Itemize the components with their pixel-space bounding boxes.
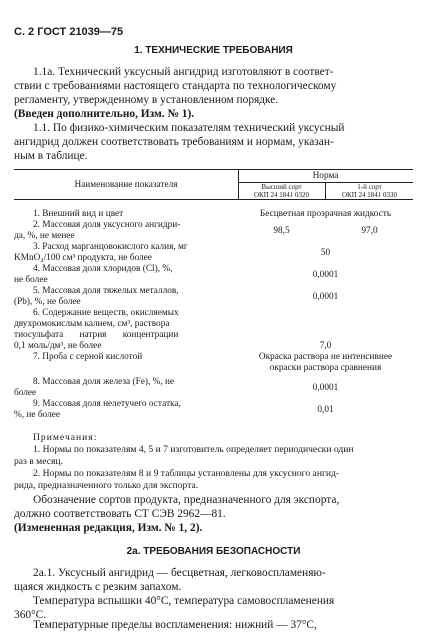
grade-code: ОКП 24 1841 0330 [341, 190, 398, 199]
paragraph-line: ным в таблице. [14, 150, 88, 162]
notes-title: Примечания: [33, 432, 98, 443]
column-header-norm: Норма [312, 171, 339, 181]
table-header-rule [14, 199, 413, 200]
table-row-value: 0,01 [317, 405, 334, 415]
paragraph-line: Температурные пределы воспламенения: нижний — 37°С, [33, 619, 317, 631]
page-header: С. 2 ГОСТ 21039—75 [14, 26, 124, 38]
paragraph-line: ствии с требованиями настоящего стандарта по технологическому [14, 80, 337, 92]
table-row-value-top: 98,5 [273, 226, 290, 236]
table-row-value: 0,0001 [312, 270, 339, 280]
table-row-name: KMnO₄/100 см³ продукта, не более [14, 253, 152, 263]
paragraph-line: щаяся жидкость с резким запахом. [14, 581, 182, 593]
column-header-name: Наименование показателя [74, 180, 178, 190]
note-line: рида, предназначенного только для экспорта. [14, 480, 199, 491]
table-row-name: 8. Массовая доля железа (Fe), %, не [33, 377, 175, 387]
table-row-name: 5. Массовая доля тяжелых металлов, [33, 286, 179, 296]
note-line: 2. Нормы по показателям 8 и 9 таблицы установлены для уксусного ангид- [33, 468, 340, 479]
section-title: 2а. ТРЕБОВАНИЯ БЕЗОПАСНОСТИ [126, 546, 301, 557]
table-row-name: 3. Расход марганцовокислого калия, мг [33, 242, 188, 252]
table-row-name: не более [14, 275, 48, 285]
column-header-top-grade [238, 184, 325, 199]
paragraph-line: 360°С. [14, 609, 47, 621]
grade-label: Высший сорт [261, 183, 302, 191]
table-top-rule [14, 169, 413, 170]
table-row-name: 2. Массовая доля уксусного ангидри- [33, 220, 181, 230]
section-title: 1. ТЕХНИЧЕСКИЕ ТРЕБОВАНИЯ [134, 45, 293, 56]
table-row-name: 7. Проба с серной кислотой [33, 352, 143, 362]
table-row-name: двухромокислым калием, см³, раствора [14, 319, 170, 329]
table-row-value: 0,0001 [312, 292, 339, 302]
paragraph-line: регламенту, утвержденному в установленном порядке. [14, 94, 279, 106]
table-row-value: Бесцветная прозрачная жидкость [259, 209, 392, 219]
paragraph-line: 1.1. По физико-химическим показателям технический уксусный [33, 122, 345, 134]
paragraph-line: должно соответствовать СТ СЭВ 2962—81. [14, 508, 226, 520]
paragraph-line: ангидрид должен соответствовать требованиям и нормам, указан- [14, 136, 334, 148]
table-row-name: более [14, 388, 37, 398]
table-row-name: 6. Содержание веществ, окисляемых [33, 308, 179, 318]
amendment-note: (Введен дополнительно, Изм. № 1). [14, 108, 195, 120]
amendment-note: (Измененная редакция, Изм. № 1, 2). [14, 522, 203, 534]
paragraph-line: Температура вспышки 40°С, температура самовоспламенения [33, 595, 335, 607]
table-row-name: да, %, не менее [14, 231, 75, 241]
table-row-value: 7,0 [319, 341, 332, 351]
table-row-value: Окраска раствора не интенсивнее [258, 352, 393, 362]
grade-code: ОКП 24 1841 0320 [253, 190, 310, 199]
note-line: раз в месяц. [14, 456, 63, 467]
table-row-value-first: 97,0 [361, 226, 378, 236]
table-row-name: 4. Массовая доля хлоридов (Cl), %, [33, 264, 173, 274]
paragraph-line: 2а.1. Уксусный ангидрид — бесцветная, легковоспламеняю- [33, 567, 326, 579]
column-header-first-grade [326, 184, 413, 199]
table-row-name: 0,1 моль/дм³, не более [14, 341, 102, 351]
grade-label: 1-й сорт [357, 183, 382, 191]
table-row-value: окраски раствора сравнения [269, 363, 382, 373]
paragraph-line: 1.1а. Технический уксусный ангидрид изготовляют в соответ- [33, 66, 334, 78]
table-row-name: 1. Внешний вид и цвет [33, 209, 124, 219]
note-line: 1. Нормы по показателям 4, 5 и 7 изготовитель определяет периодически один [33, 444, 354, 455]
table-row-value: 50 [320, 248, 331, 258]
paragraph-line: Обозначение сортов продукта, предназначенного для экспорта, [33, 494, 340, 506]
table-row-value: 0,0001 [312, 383, 339, 393]
table-row-name: (Pb), %, не более [14, 297, 81, 307]
table-row-name: %, не более [14, 410, 60, 420]
table-row-name: 9. Массовая доля нелетучего остатка, [33, 399, 181, 409]
table-row-name: тиосульфата натрия концентрации [14, 330, 179, 340]
